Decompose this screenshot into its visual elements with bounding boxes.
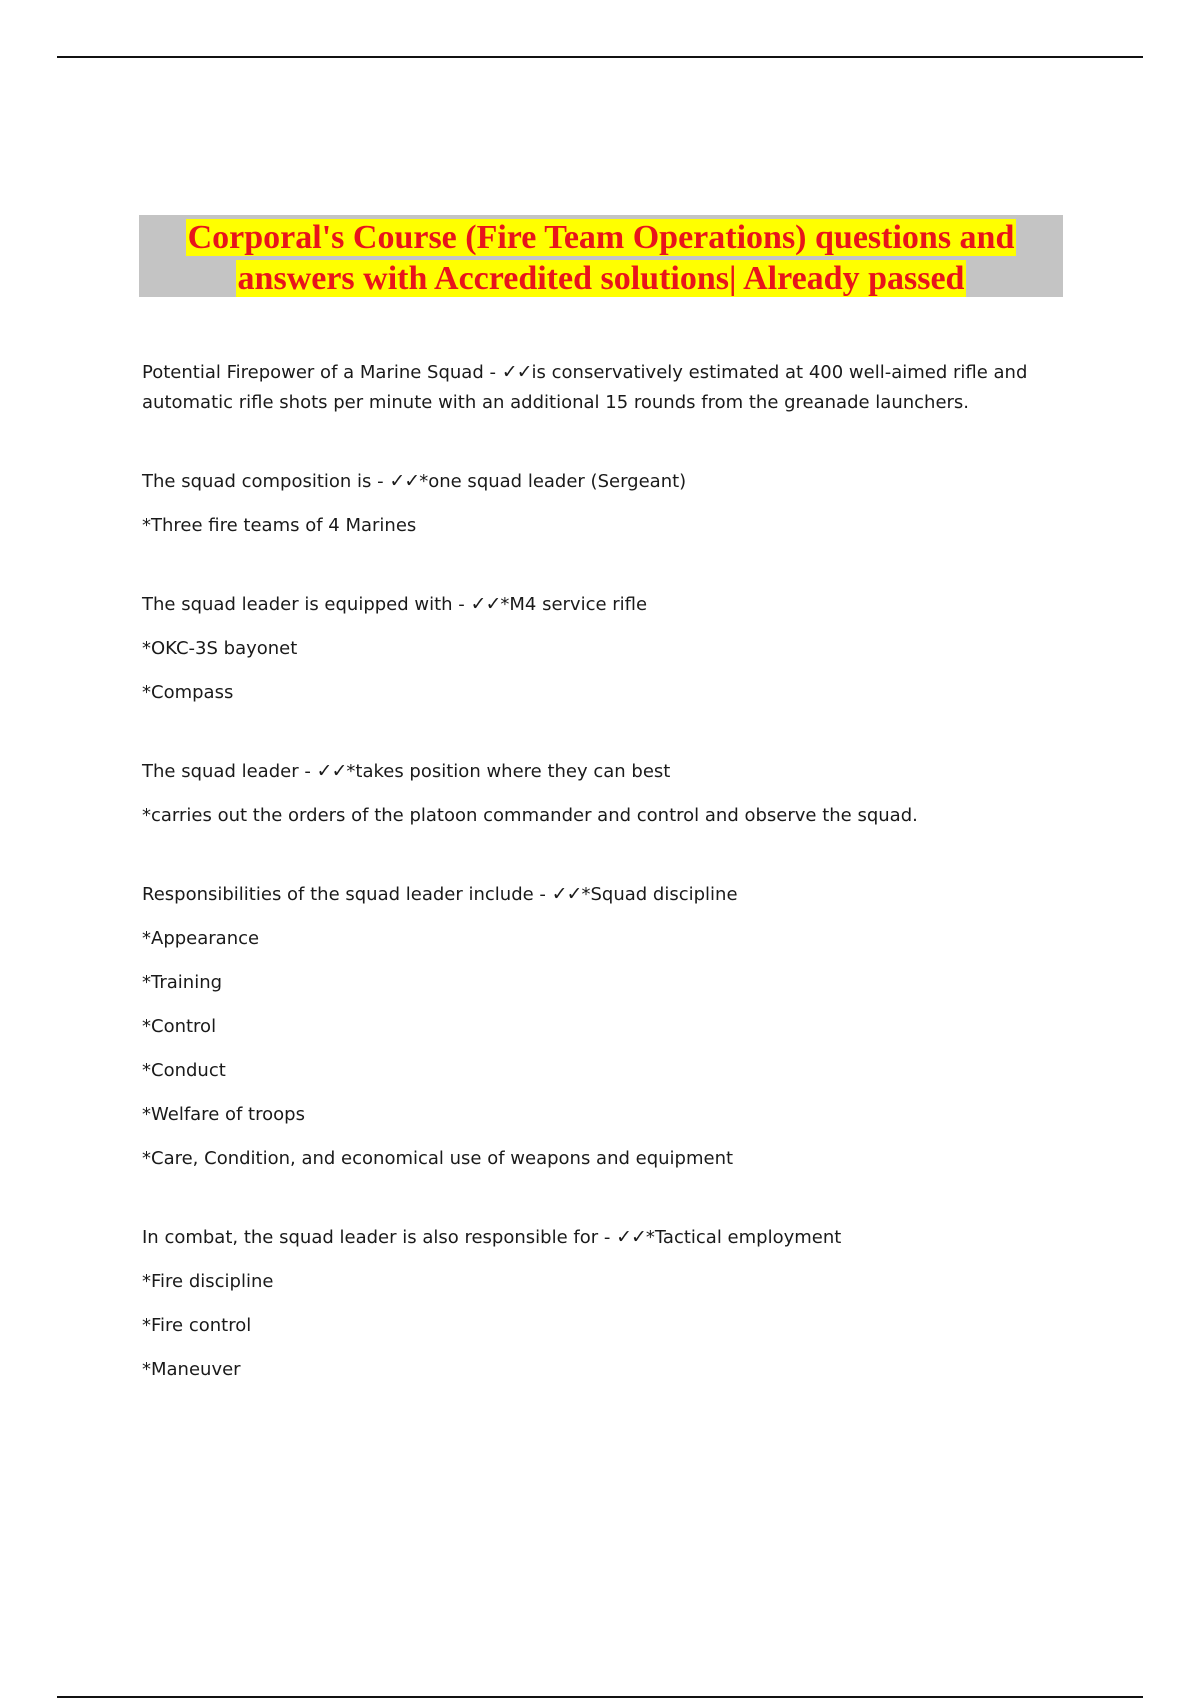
double-check-icon: ✓✓ [501,361,532,383]
double-check-icon: ✓✓ [316,760,347,782]
qa-content [142,357,1042,1433]
qa-question-line [142,756,1042,787]
answer-item: *Compass [142,682,234,703]
answer-text: *Squad discipline [581,884,738,905]
answer-item: *Three fire teams of 4 Marines [142,515,417,536]
qa-question-line [142,879,1042,910]
answer-item: *Training [142,972,223,993]
question-text: In combat, the squad leader is also responsible for - [142,1227,617,1248]
answer-item: *Fire discipline [142,1271,274,1292]
answer-item: *Appearance [142,928,260,949]
double-check-icon: ✓✓ [389,470,420,492]
answer-item: *Conduct [142,1060,226,1081]
document-title-line-1: Corporal's Course (Fire Team Operations) questions and [187,219,1015,256]
qa-question-line [142,1222,1042,1253]
answer-item: *Care, Condition, and economical use of weapons and equipment [142,1148,734,1169]
bottom-divider [57,1696,1143,1698]
qa-block [142,1222,1042,1385]
answer-text: *M4 service rifle [500,594,648,615]
qa-block [142,466,1042,541]
answer-text: *one squad leader (Sergeant) [419,471,687,492]
answer-text: is conservatively estimated at 400 well-aimed rifle and automatic rifle shots per minute with an additional 15 rounds from the greanade launchers. [142,362,1028,413]
document-title-banner [139,215,1063,297]
answer-text: *Tactical employment [645,1227,842,1248]
double-check-icon: ✓✓ [470,593,501,615]
double-check-icon: ✓✓ [551,883,582,905]
question-text: Responsibilities of the squad leader include - [142,884,552,905]
answer-text: *takes position where they can best [346,761,671,782]
document-title-line-2: answers with Accredited solutions| Already passed [237,260,965,297]
answer-item: *Maneuver [142,1359,241,1380]
qa-block [142,589,1042,708]
qa-question-line [142,357,1042,418]
top-divider [57,56,1143,58]
qa-block [142,756,1042,831]
qa-block [142,357,1042,418]
question-text: The squad leader - [142,761,317,782]
double-check-icon: ✓✓ [616,1226,646,1248]
qa-block [142,879,1042,1174]
question-text: The squad composition is - [142,471,390,492]
answer-item: *Control [142,1016,217,1037]
question-text: Potential Firepower of a Marine Squad - [142,362,502,383]
question-text: The squad leader is equipped with - [142,594,471,615]
answer-item: *Welfare of troops [142,1104,305,1125]
qa-question-line [142,466,1042,497]
answer-item: *Fire control [142,1315,252,1336]
qa-question-line [142,589,1042,620]
answer-item: *carries out the orders of the platoon commander and control and observe the squad. [142,805,918,826]
answer-item: *OKC-3S bayonet [142,638,298,659]
